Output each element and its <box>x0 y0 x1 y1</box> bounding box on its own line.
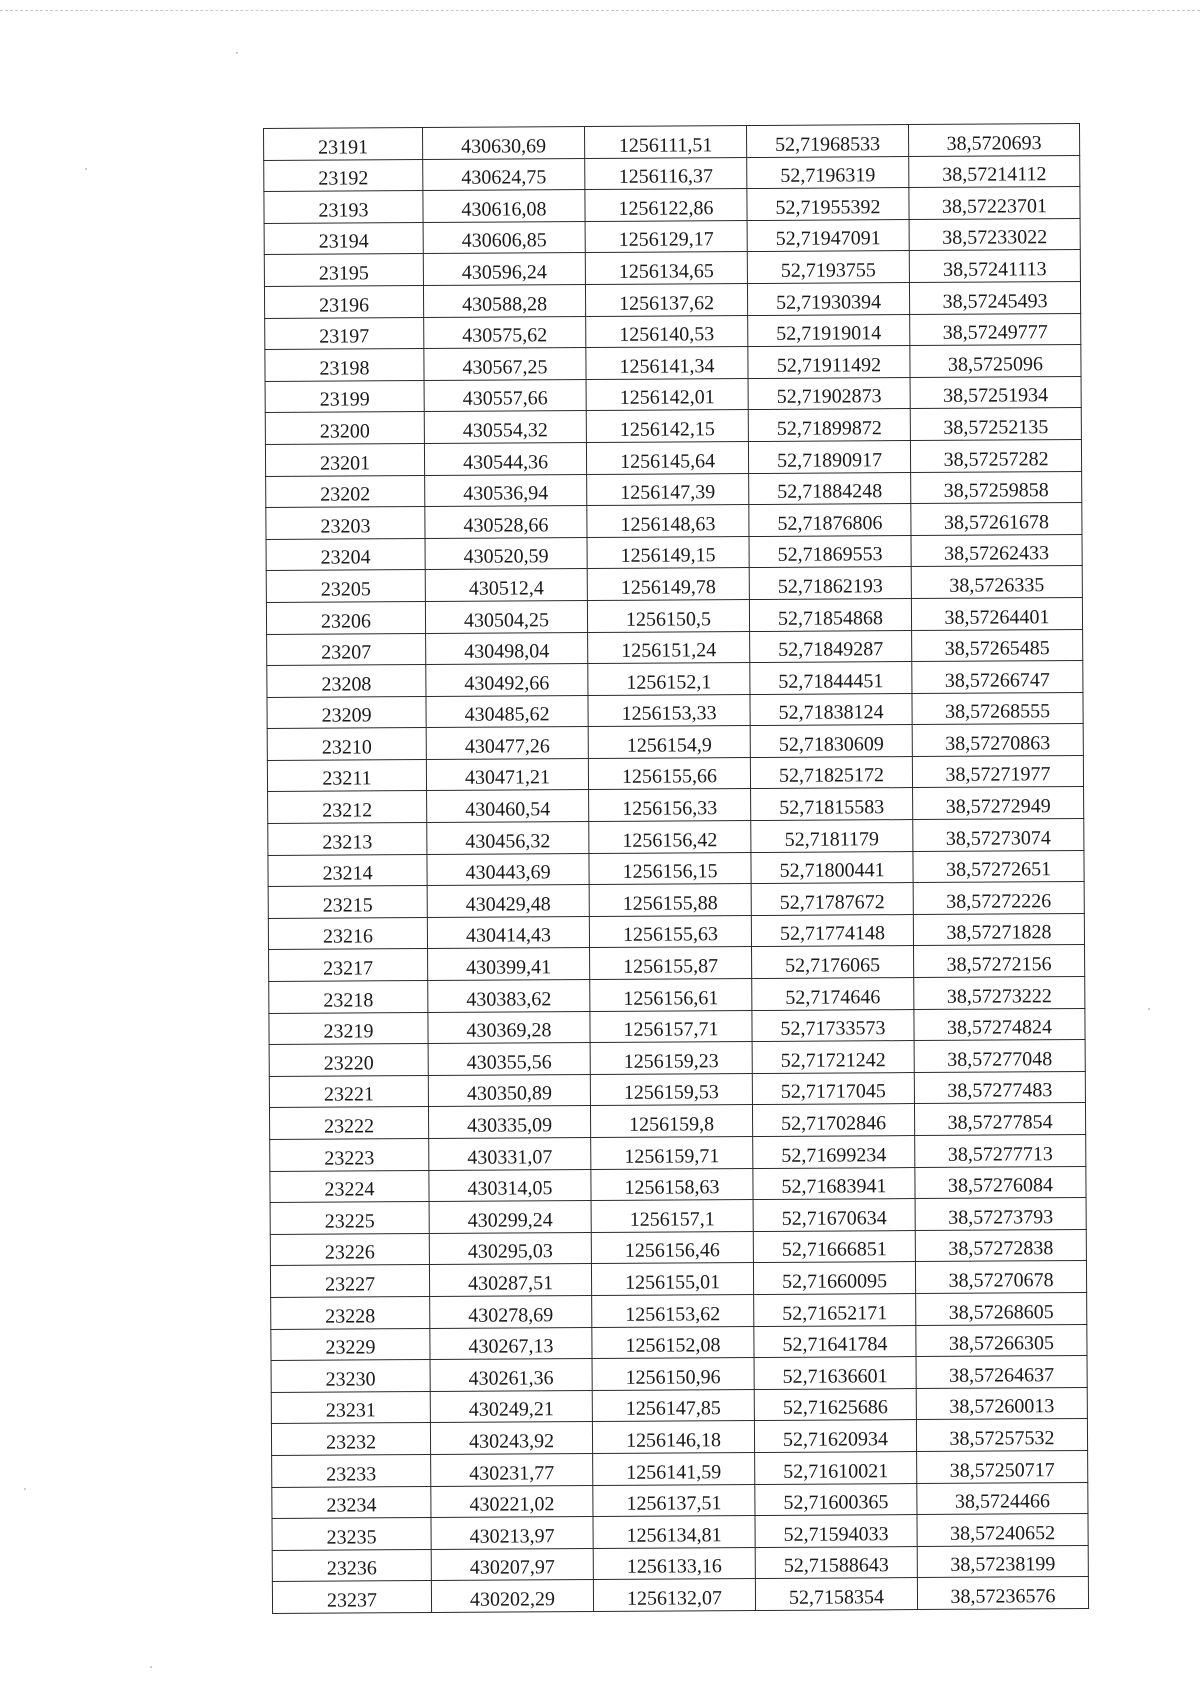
point-number-cell: 23228 <box>271 1296 430 1329</box>
y-coordinate-cell: 1256148,63 <box>587 505 749 538</box>
y-coordinate-cell: 1256156,33 <box>589 789 751 822</box>
longitude-cell: 38,5724466 <box>917 1482 1088 1515</box>
table-row <box>266 471 1082 508</box>
x-coordinate-cell: 430456,32 <box>427 822 589 855</box>
point-number-cell: 23213 <box>268 823 427 856</box>
x-coordinate-cell: 430383,62 <box>428 980 590 1013</box>
point-number-cell: 23234 <box>272 1486 431 1519</box>
scan-speck <box>150 1666 152 1668</box>
x-coordinate-cell: 430544,36 <box>424 442 586 475</box>
longitude-cell: 38,57272226 <box>913 882 1084 915</box>
x-coordinate-cell: 430606,85 <box>423 221 585 254</box>
point-number-cell: 23194 <box>264 222 423 255</box>
longitude-cell: 38,57249777 <box>910 313 1081 346</box>
x-coordinate-cell: 430504,25 <box>425 600 587 633</box>
x-coordinate-cell: 430299,24 <box>429 1201 591 1234</box>
y-coordinate-cell: 1256150,5 <box>587 599 749 632</box>
point-number-cell: 23209 <box>267 696 426 729</box>
x-coordinate-cell: 430350,89 <box>428 1074 590 1107</box>
y-coordinate-cell: 1256155,63 <box>589 915 751 948</box>
latitude-cell: 52,71721242 <box>752 1041 914 1074</box>
longitude-cell: 38,57223701 <box>909 187 1080 220</box>
longitude-cell: 38,57240652 <box>917 1514 1088 1547</box>
table-row <box>269 945 1085 982</box>
latitude-cell: 52,71844451 <box>750 662 912 695</box>
x-coordinate-cell: 430331,07 <box>429 1138 591 1171</box>
table-row <box>264 281 1080 318</box>
y-coordinate-cell: 1256152,1 <box>588 663 750 696</box>
y-coordinate-cell: 1256141,34 <box>586 347 748 380</box>
y-coordinate-cell: 1256153,62 <box>592 1294 754 1327</box>
table-row <box>264 187 1080 224</box>
longitude-cell: 38,57262433 <box>911 534 1082 567</box>
y-coordinate-cell: 1256146,18 <box>592 1421 754 1454</box>
longitude-cell: 38,57250717 <box>917 1450 1088 1483</box>
latitude-cell: 52,71800441 <box>751 851 913 884</box>
point-number-cell: 23231 <box>271 1391 430 1424</box>
point-number-cell: 23206 <box>266 601 425 634</box>
longitude-cell: 38,57277713 <box>915 1134 1086 1167</box>
latitude-cell: 52,71636601 <box>754 1357 916 1390</box>
point-number-cell: 23211 <box>267 759 426 792</box>
x-coordinate-cell: 430207,97 <box>431 1548 593 1581</box>
point-number-cell: 23203 <box>266 507 425 540</box>
y-coordinate-cell: 1256156,15 <box>589 852 751 885</box>
table-row <box>268 819 1084 856</box>
latitude-cell: 52,71919014 <box>748 314 910 347</box>
latitude-cell: 52,7158354 <box>755 1578 917 1611</box>
table-row <box>264 250 1080 287</box>
y-coordinate-cell: 1256155,87 <box>590 947 752 980</box>
y-coordinate-cell: 1256156,46 <box>591 1231 753 1264</box>
y-coordinate-cell: 1256145,64 <box>586 441 748 474</box>
x-coordinate-cell: 430485,62 <box>426 695 588 728</box>
latitude-cell: 52,71620934 <box>754 1420 916 1453</box>
longitude-cell: 38,5725096 <box>910 345 1081 378</box>
longitude-cell: 38,5720693 <box>908 124 1079 157</box>
longitude-cell: 38,57273074 <box>913 819 1084 852</box>
x-coordinate-cell: 430249,21 <box>430 1390 592 1423</box>
x-coordinate-cell: 430261,36 <box>430 1359 592 1392</box>
latitude-cell: 52,71884248 <box>749 472 911 505</box>
table-row <box>266 534 1082 571</box>
table-row <box>268 787 1084 824</box>
latitude-cell: 52,7193755 <box>747 251 909 284</box>
x-coordinate-cell: 430335,09 <box>428 1106 590 1139</box>
longitude-cell: 38,57272949 <box>913 787 1084 820</box>
y-coordinate-cell: 1256111,51 <box>584 126 746 159</box>
latitude-cell: 52,71902873 <box>748 377 910 410</box>
x-coordinate-cell: 430528,66 <box>425 506 587 539</box>
y-coordinate-cell: 1256140,53 <box>586 315 748 348</box>
table-row <box>272 1514 1088 1551</box>
x-coordinate-cell: 430624,75 <box>423 158 585 191</box>
table-row <box>271 1292 1087 1329</box>
table-row <box>269 1071 1085 1108</box>
longitude-cell: 38,57241113 <box>909 250 1080 283</box>
latitude-cell: 52,71717045 <box>752 1072 914 1105</box>
latitude-cell: 52,71899872 <box>748 409 910 442</box>
x-coordinate-cell: 430287,51 <box>429 1264 591 1297</box>
coordinates-table-body <box>264 124 1089 1614</box>
point-number-cell: 23224 <box>270 1170 429 1203</box>
table-row <box>272 1545 1088 1582</box>
point-number-cell: 23223 <box>270 1139 429 1172</box>
table-row <box>271 1324 1087 1361</box>
table-row <box>265 313 1081 350</box>
latitude-cell: 52,71838124 <box>750 693 912 726</box>
scan-speck <box>85 168 87 170</box>
x-coordinate-cell: 430369,28 <box>428 1011 590 1044</box>
table-row <box>266 597 1082 634</box>
latitude-cell: 52,71641784 <box>754 1325 916 1358</box>
point-number-cell: 23201 <box>265 443 424 476</box>
table-row <box>270 1229 1086 1266</box>
latitude-cell: 52,71652171 <box>754 1294 916 1327</box>
longitude-cell: 38,57266747 <box>912 661 1083 694</box>
longitude-cell: 38,57266305 <box>916 1324 1087 1357</box>
y-coordinate-cell: 1256159,71 <box>591 1137 753 1170</box>
y-coordinate-cell: 1256159,53 <box>590 1073 752 1106</box>
y-coordinate-cell: 1256147,39 <box>587 473 749 506</box>
table-row <box>264 218 1080 255</box>
latitude-cell: 52,71699234 <box>753 1136 915 1169</box>
table-row <box>268 913 1084 950</box>
x-coordinate-cell: 430355,56 <box>428 1043 590 1076</box>
y-coordinate-cell: 1256134,81 <box>593 1516 755 1549</box>
latitude-cell: 52,71610021 <box>755 1451 917 1484</box>
point-number-cell: 23225 <box>270 1202 429 1235</box>
y-coordinate-cell: 1256150,96 <box>592 1358 754 1391</box>
point-number-cell: 23229 <box>271 1328 430 1361</box>
table-row <box>268 850 1084 887</box>
longitude-cell: 38,57268605 <box>916 1292 1087 1325</box>
x-coordinate-cell: 430575,62 <box>424 316 586 349</box>
y-coordinate-cell: 1256132,07 <box>593 1579 755 1612</box>
y-coordinate-cell: 1256122,86 <box>585 189 747 222</box>
longitude-cell: 38,57238199 <box>917 1545 1088 1578</box>
y-coordinate-cell: 1256147,85 <box>592 1389 754 1422</box>
x-coordinate-cell: 430221,02 <box>431 1485 593 1518</box>
latitude-cell: 52,7196319 <box>747 156 909 189</box>
y-coordinate-cell: 1256151,24 <box>588 631 750 664</box>
x-coordinate-cell: 430314,05 <box>429 1169 591 1202</box>
y-coordinate-cell: 1256159,8 <box>590 1105 752 1138</box>
longitude-cell: 38,57274824 <box>914 1008 1085 1041</box>
x-coordinate-cell: 430512,4 <box>425 569 587 602</box>
table-row <box>270 1134 1086 1171</box>
point-number-cell: 23198 <box>265 349 424 382</box>
y-coordinate-cell: 1256158,63 <box>591 1168 753 1201</box>
y-coordinate-cell: 1256137,51 <box>593 1484 755 1517</box>
longitude-cell: 38,57277854 <box>914 1103 1085 1136</box>
x-coordinate-cell: 430202,29 <box>431 1580 593 1613</box>
point-number-cell: 23214 <box>268 854 427 887</box>
point-number-cell: 23192 <box>264 159 423 192</box>
y-coordinate-cell: 1256155,88 <box>589 884 751 917</box>
x-coordinate-cell: 430443,69 <box>427 853 589 886</box>
point-number-cell: 23221 <box>269 1075 428 1108</box>
table-row <box>265 408 1081 445</box>
point-number-cell: 23218 <box>269 981 428 1014</box>
point-number-cell: 23226 <box>270 1233 429 1266</box>
x-coordinate-cell: 430213,97 <box>431 1517 593 1550</box>
longitude-cell: 38,57214112 <box>909 155 1080 188</box>
latitude-cell: 52,71890917 <box>748 440 910 473</box>
scan-speck <box>1148 1008 1150 1010</box>
point-number-cell: 23204 <box>266 538 425 571</box>
y-coordinate-cell: 1256156,61 <box>590 979 752 1012</box>
latitude-cell: 52,71600365 <box>755 1483 917 1516</box>
latitude-cell: 52,71670634 <box>753 1199 915 1232</box>
table-row <box>267 692 1083 729</box>
longitude-cell: 38,57265485 <box>912 629 1083 662</box>
latitude-cell: 52,71825172 <box>750 756 912 789</box>
x-coordinate-cell: 430460,54 <box>427 790 589 823</box>
x-coordinate-cell: 430278,69 <box>430 1295 592 1328</box>
latitude-cell: 52,7174646 <box>752 978 914 1011</box>
longitude-cell: 38,57260013 <box>916 1387 1087 1420</box>
longitude-cell: 38,57270863 <box>912 724 1083 757</box>
table-row <box>264 155 1080 192</box>
y-coordinate-cell: 1256141,59 <box>593 1452 755 1485</box>
scan-top-edge <box>0 10 1200 11</box>
table-row <box>265 439 1081 476</box>
longitude-cell: 38,57272838 <box>915 1229 1086 1262</box>
point-number-cell: 23233 <box>272 1454 431 1487</box>
x-coordinate-cell: 430492,66 <box>426 664 588 697</box>
latitude-cell: 52,71947091 <box>747 219 909 252</box>
y-coordinate-cell: 1256149,15 <box>587 536 749 569</box>
latitude-cell: 52,71683941 <box>753 1167 915 1200</box>
point-number-cell: 23196 <box>264 285 423 318</box>
point-number-cell: 23230 <box>271 1360 430 1393</box>
point-number-cell: 23237 <box>272 1581 431 1614</box>
latitude-cell: 52,7176065 <box>752 946 914 979</box>
longitude-cell: 38,57251934 <box>910 376 1081 409</box>
point-number-cell: 23197 <box>265 317 424 350</box>
x-coordinate-cell: 430616,08 <box>423 190 585 223</box>
longitude-cell: 38,57273222 <box>914 977 1085 1010</box>
longitude-cell: 38,57273793 <box>915 1198 1086 1231</box>
x-coordinate-cell: 430477,26 <box>426 727 588 760</box>
point-number-cell: 23205 <box>266 570 425 603</box>
x-coordinate-cell: 430520,59 <box>425 537 587 570</box>
table-row <box>266 503 1082 540</box>
latitude-cell: 52,71702846 <box>752 1104 914 1137</box>
x-coordinate-cell: 430399,41 <box>428 948 590 981</box>
y-coordinate-cell: 1256142,15 <box>586 410 748 443</box>
point-number-cell: 23207 <box>267 633 426 666</box>
longitude-cell: 38,57271977 <box>912 755 1083 788</box>
longitude-cell: 38,57271828 <box>913 913 1084 946</box>
table-row <box>271 1419 1087 1456</box>
latitude-cell: 52,71774148 <box>751 914 913 947</box>
point-number-cell: 23216 <box>268 917 427 950</box>
longitude-cell: 38,57272156 <box>914 945 1085 978</box>
y-coordinate-cell: 1256149,78 <box>587 568 749 601</box>
point-number-cell: 23217 <box>269 949 428 982</box>
point-number-cell: 23193 <box>264 191 423 224</box>
y-coordinate-cell: 1256129,17 <box>585 220 747 253</box>
latitude-cell: 52,71862193 <box>749 567 911 600</box>
table-row <box>267 724 1083 761</box>
y-coordinate-cell: 1256156,42 <box>589 821 751 854</box>
longitude-cell: 38,57257532 <box>916 1419 1087 1452</box>
point-number-cell: 23222 <box>269 1107 428 1140</box>
table-row <box>272 1482 1088 1519</box>
y-coordinate-cell: 1256116,37 <box>585 157 747 190</box>
point-number-cell: 23208 <box>267 665 426 698</box>
longitude-cell: 38,57236576 <box>917 1577 1088 1610</box>
point-number-cell: 23212 <box>268 791 427 824</box>
x-coordinate-cell: 430498,04 <box>426 632 588 665</box>
y-coordinate-cell: 1256152,08 <box>592 1326 754 1359</box>
table-row <box>267 661 1083 698</box>
latitude-cell: 52,71815583 <box>751 788 913 821</box>
table-row <box>269 1008 1085 1045</box>
latitude-cell: 52,71666851 <box>753 1230 915 1263</box>
table-row <box>271 1387 1087 1424</box>
x-coordinate-cell: 430471,21 <box>426 758 588 791</box>
x-coordinate-cell: 430557,66 <box>424 379 586 412</box>
latitude-cell: 52,71930394 <box>747 283 909 316</box>
longitude-cell: 38,57277483 <box>914 1071 1085 1104</box>
latitude-cell: 52,71854868 <box>749 598 911 631</box>
table-row <box>269 977 1085 1014</box>
y-coordinate-cell: 1256157,1 <box>591 1200 753 1233</box>
x-coordinate-cell: 430243,92 <box>430 1422 592 1455</box>
y-coordinate-cell: 1256155,66 <box>588 757 750 790</box>
x-coordinate-cell: 430630,69 <box>423 127 585 160</box>
document-page <box>263 128 1074 1614</box>
point-number-cell: 23202 <box>266 475 425 508</box>
point-number-cell: 23232 <box>271 1423 430 1456</box>
x-coordinate-cell: 430567,25 <box>424 348 586 381</box>
longitude-cell: 38,57252135 <box>910 408 1081 441</box>
longitude-cell: 38,57272651 <box>913 850 1084 883</box>
longitude-cell: 38,57268555 <box>912 692 1083 725</box>
longitude-cell: 38,57270678 <box>915 1261 1086 1294</box>
x-coordinate-cell: 430596,24 <box>423 253 585 286</box>
latitude-cell: 52,71625686 <box>754 1388 916 1421</box>
latitude-cell: 52,71594033 <box>755 1515 917 1548</box>
latitude-cell: 52,71830609 <box>750 725 912 758</box>
y-coordinate-cell: 1256142,01 <box>586 378 748 411</box>
x-coordinate-cell: 430295,03 <box>429 1232 591 1265</box>
point-number-cell: 23235 <box>272 1518 431 1551</box>
latitude-cell: 52,71733573 <box>752 1009 914 1042</box>
longitude-cell: 38,57245493 <box>909 281 1080 314</box>
longitude-cell: 38,57259858 <box>911 471 1082 504</box>
longitude-cell: 38,57261678 <box>911 503 1082 536</box>
table-row <box>268 882 1084 919</box>
y-coordinate-cell: 1256133,16 <box>593 1547 755 1580</box>
point-number-cell: 23227 <box>270 1265 429 1298</box>
latitude-cell: 52,71968533 <box>746 125 908 158</box>
table-row <box>265 376 1081 413</box>
latitude-cell: 52,71869553 <box>749 535 911 568</box>
point-number-cell: 23210 <box>267 728 426 761</box>
table-row <box>264 124 1080 161</box>
table-row <box>266 566 1082 603</box>
latitude-cell: 52,71876806 <box>749 504 911 537</box>
scan-speck <box>24 1488 26 1490</box>
y-coordinate-cell: 1256137,62 <box>585 284 747 317</box>
point-number-cell: 23191 <box>264 128 423 161</box>
table-row <box>270 1166 1086 1203</box>
longitude-cell: 38,57264637 <box>916 1356 1087 1389</box>
point-number-cell: 23219 <box>269 1012 428 1045</box>
longitude-cell: 38,5726335 <box>911 566 1082 599</box>
longitude-cell: 38,57277048 <box>914 1040 1085 1073</box>
x-coordinate-cell: 430429,48 <box>427 885 589 918</box>
latitude-cell: 52,71849287 <box>750 630 912 663</box>
y-coordinate-cell: 1256154,9 <box>588 726 750 759</box>
latitude-cell: 52,71955392 <box>747 188 909 221</box>
longitude-cell: 38,57276084 <box>915 1166 1086 1199</box>
table-row <box>270 1198 1086 1235</box>
x-coordinate-cell: 430536,94 <box>425 474 587 507</box>
longitude-cell: 38,57264401 <box>911 597 1082 630</box>
point-number-cell: 23220 <box>269 1044 428 1077</box>
table-row <box>267 629 1083 666</box>
latitude-cell: 52,71787672 <box>751 883 913 916</box>
y-coordinate-cell: 1256155,01 <box>591 1263 753 1296</box>
longitude-cell: 38,57233022 <box>909 218 1080 251</box>
latitude-cell: 52,71911492 <box>748 346 910 379</box>
y-coordinate-cell: 1256157,71 <box>590 1010 752 1043</box>
y-coordinate-cell: 1256153,33 <box>588 694 750 727</box>
table-row <box>272 1577 1088 1614</box>
longitude-cell: 38,57257282 <box>910 439 1081 472</box>
table-row <box>271 1356 1087 1393</box>
table-row <box>270 1261 1086 1298</box>
table-row <box>265 345 1081 382</box>
latitude-cell: 52,7181179 <box>751 820 913 853</box>
x-coordinate-cell: 430267,13 <box>430 1327 592 1360</box>
table-row <box>272 1450 1088 1487</box>
coordinates-table <box>263 123 1089 1614</box>
scan-speck <box>236 52 238 54</box>
x-coordinate-cell: 430414,43 <box>427 916 589 949</box>
point-number-cell: 23199 <box>265 380 424 413</box>
table-row <box>269 1103 1085 1140</box>
table-row <box>269 1040 1085 1077</box>
latitude-cell: 52,71660095 <box>753 1262 915 1295</box>
x-coordinate-cell: 430231,77 <box>431 1453 593 1486</box>
x-coordinate-cell: 430554,32 <box>424 411 586 444</box>
table-row <box>267 755 1083 792</box>
y-coordinate-cell: 1256134,65 <box>585 252 747 285</box>
point-number-cell: 23215 <box>268 886 427 919</box>
point-number-cell: 23200 <box>265 412 424 445</box>
point-number-cell: 23236 <box>272 1549 431 1582</box>
y-coordinate-cell: 1256159,23 <box>590 1042 752 1075</box>
x-coordinate-cell: 430588,28 <box>423 285 585 318</box>
latitude-cell: 52,71588643 <box>755 1546 917 1579</box>
point-number-cell: 23195 <box>264 254 423 287</box>
